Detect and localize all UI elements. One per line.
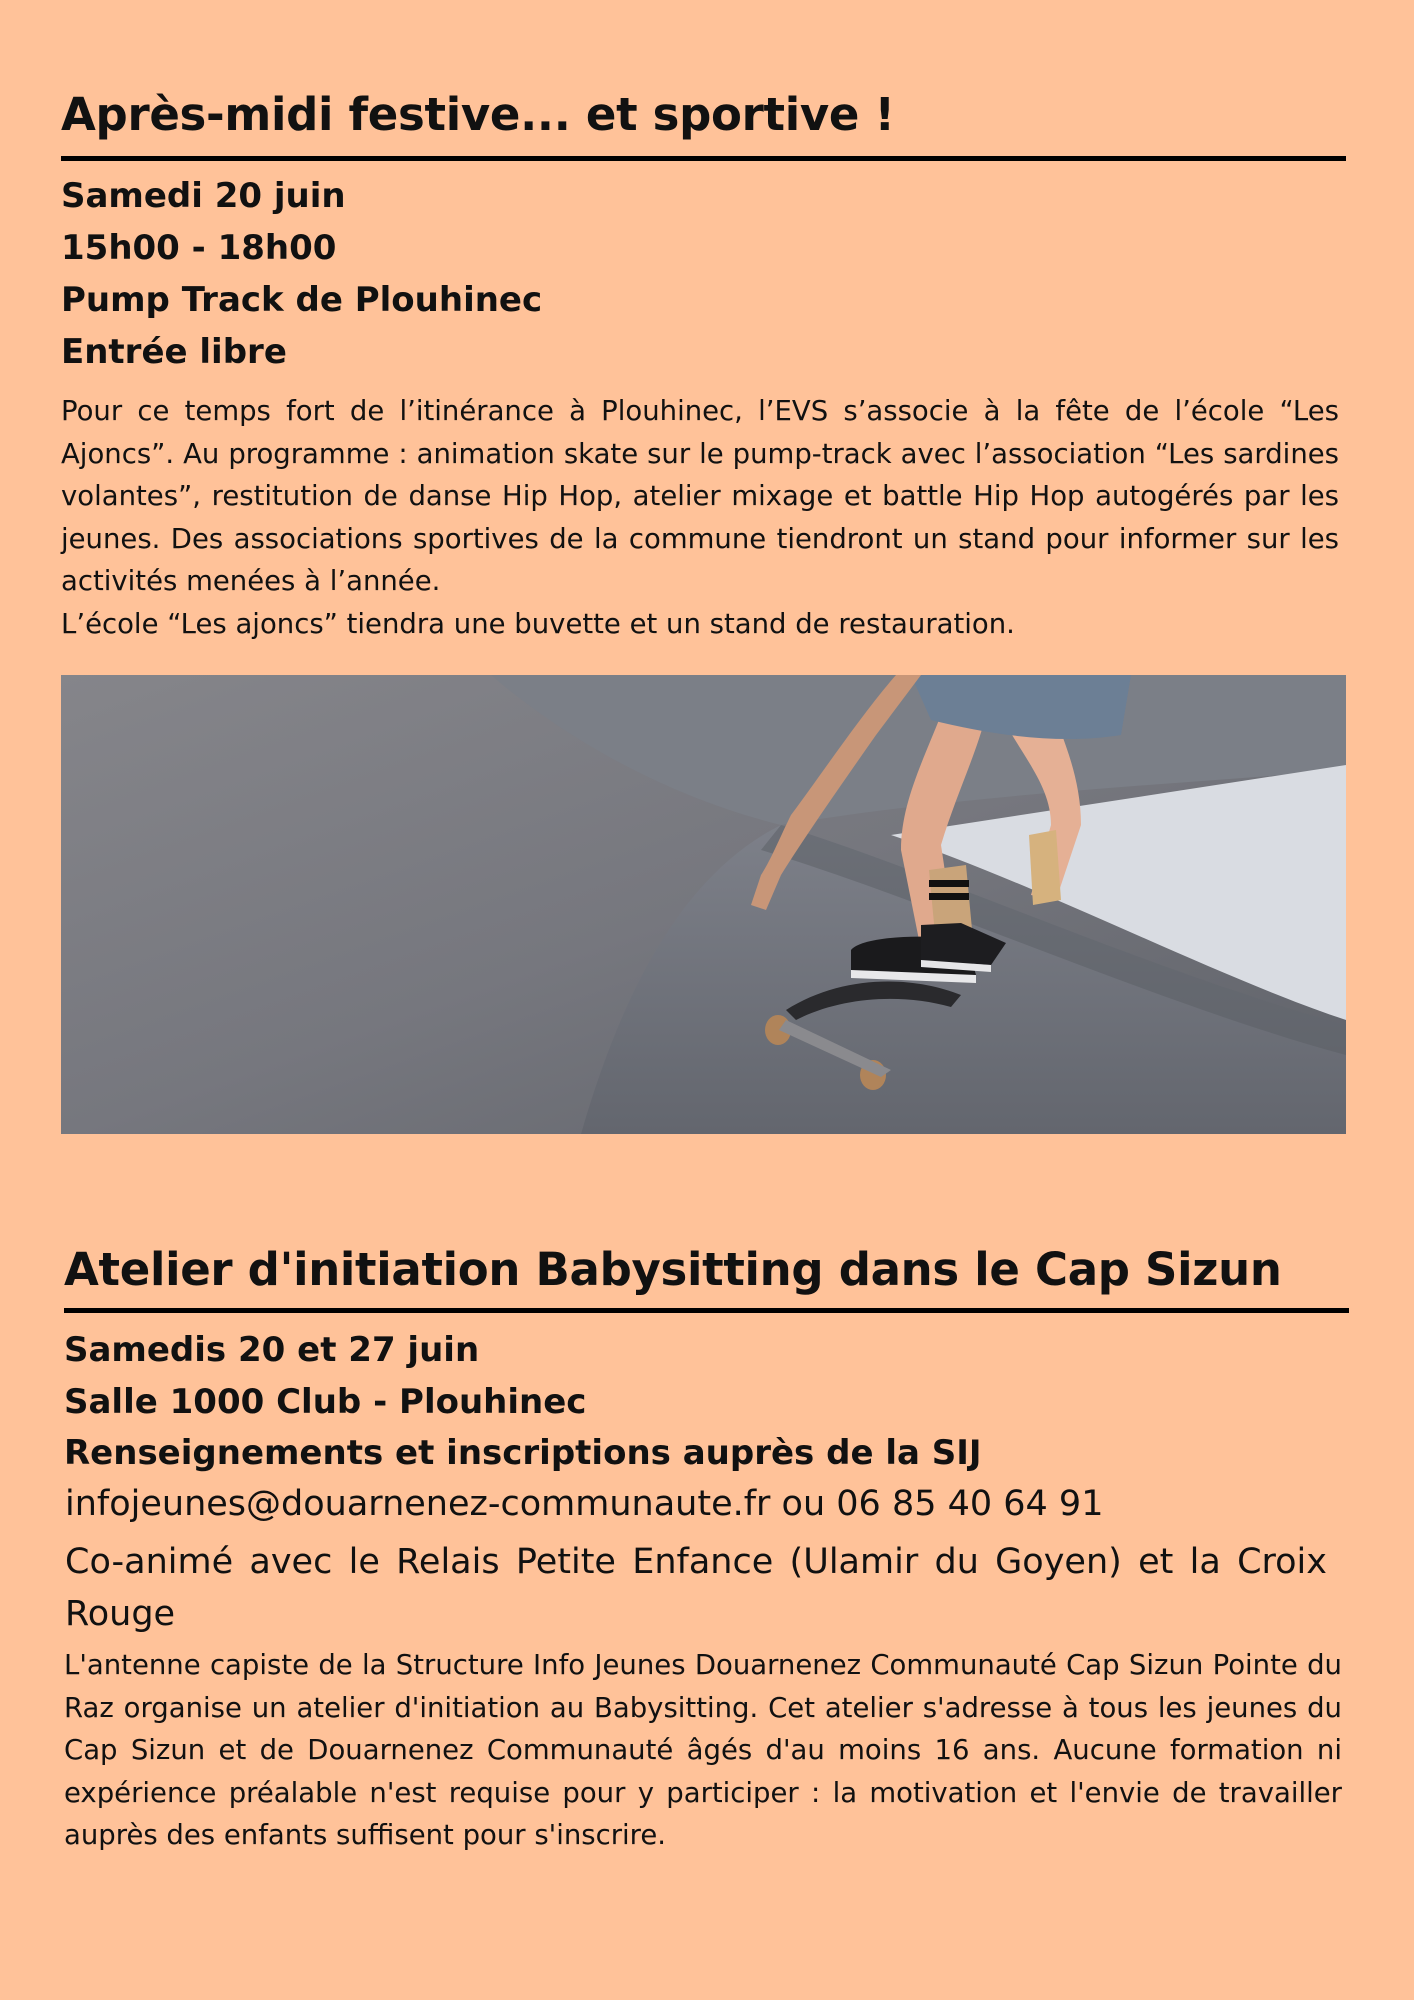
- description-paragraph: Pour ce temps fort de l’itinérance à Plouhinec, l’EVS s’associe à la fête de l’école “Les Ajoncs”. Au programme : animation skate sur le pump-track avec l’association “Les sardines volantes”, restitution de danse Hip Hop, atelier mixage et battle Hip Hop autogérés par les jeunes. Des associations sportives de la commune tiendront un stand pour informer sur les activités menées à l’année.: [61, 395, 1339, 597]
- event-location: Salle 1000 Club - Plouhinec: [64, 1382, 587, 1422]
- event-location: Pump Track de Plouhinec: [61, 280, 543, 320]
- description-paragraph: L'antenne capiste de la Structure Info Jeunes Douarnenez Communauté Cap Sizun Pointe du Raz organise un atelier d'initiation au Babysitting. Cet atelier s'adresse à tous les jeunes du Cap Sizun et de Douarnenez Communauté âgés d'au moins 16 ans. Aucune formation ni expérience préalable n'est requise pour y participer : la motivation et l'envie de travailler auprès des enfants suffisent pour s'inscrire.: [64, 1649, 1342, 1851]
- event-time: 15h00 - 18h00: [61, 228, 337, 268]
- event-entry: Entrée libre: [61, 332, 287, 372]
- skateboarder-photo: [61, 675, 1346, 1134]
- coorganizer-text: Co-animé avec le Relais Petite Enfance (Ulamir du Goyen) et la Croix Rouge: [65, 1542, 1327, 1634]
- title-divider: [61, 156, 1346, 161]
- event-registration-info: Renseignements et inscriptions auprès de la SIJ: [64, 1433, 982, 1473]
- event-date: Samedi 20 juin: [61, 176, 346, 216]
- event-title: Après-midi festive... et sportive !: [61, 88, 895, 141]
- event-title: Atelier d'initiation Babysitting dans le Cap Sizun: [64, 1243, 1282, 1296]
- event-description: [61, 390, 1339, 645]
- event-description: [64, 1644, 1342, 1857]
- description-note: L’école “Les ajoncs” tiendra une buvette et un stand de restauration.: [61, 607, 1015, 640]
- title-divider: [64, 1308, 1349, 1313]
- event-date: Samedis 20 et 27 juin: [64, 1330, 480, 1370]
- contact-email-phone: infojeunes@douarnenez-communaute.fr ou 06 85 40 64 91: [65, 1484, 1104, 1524]
